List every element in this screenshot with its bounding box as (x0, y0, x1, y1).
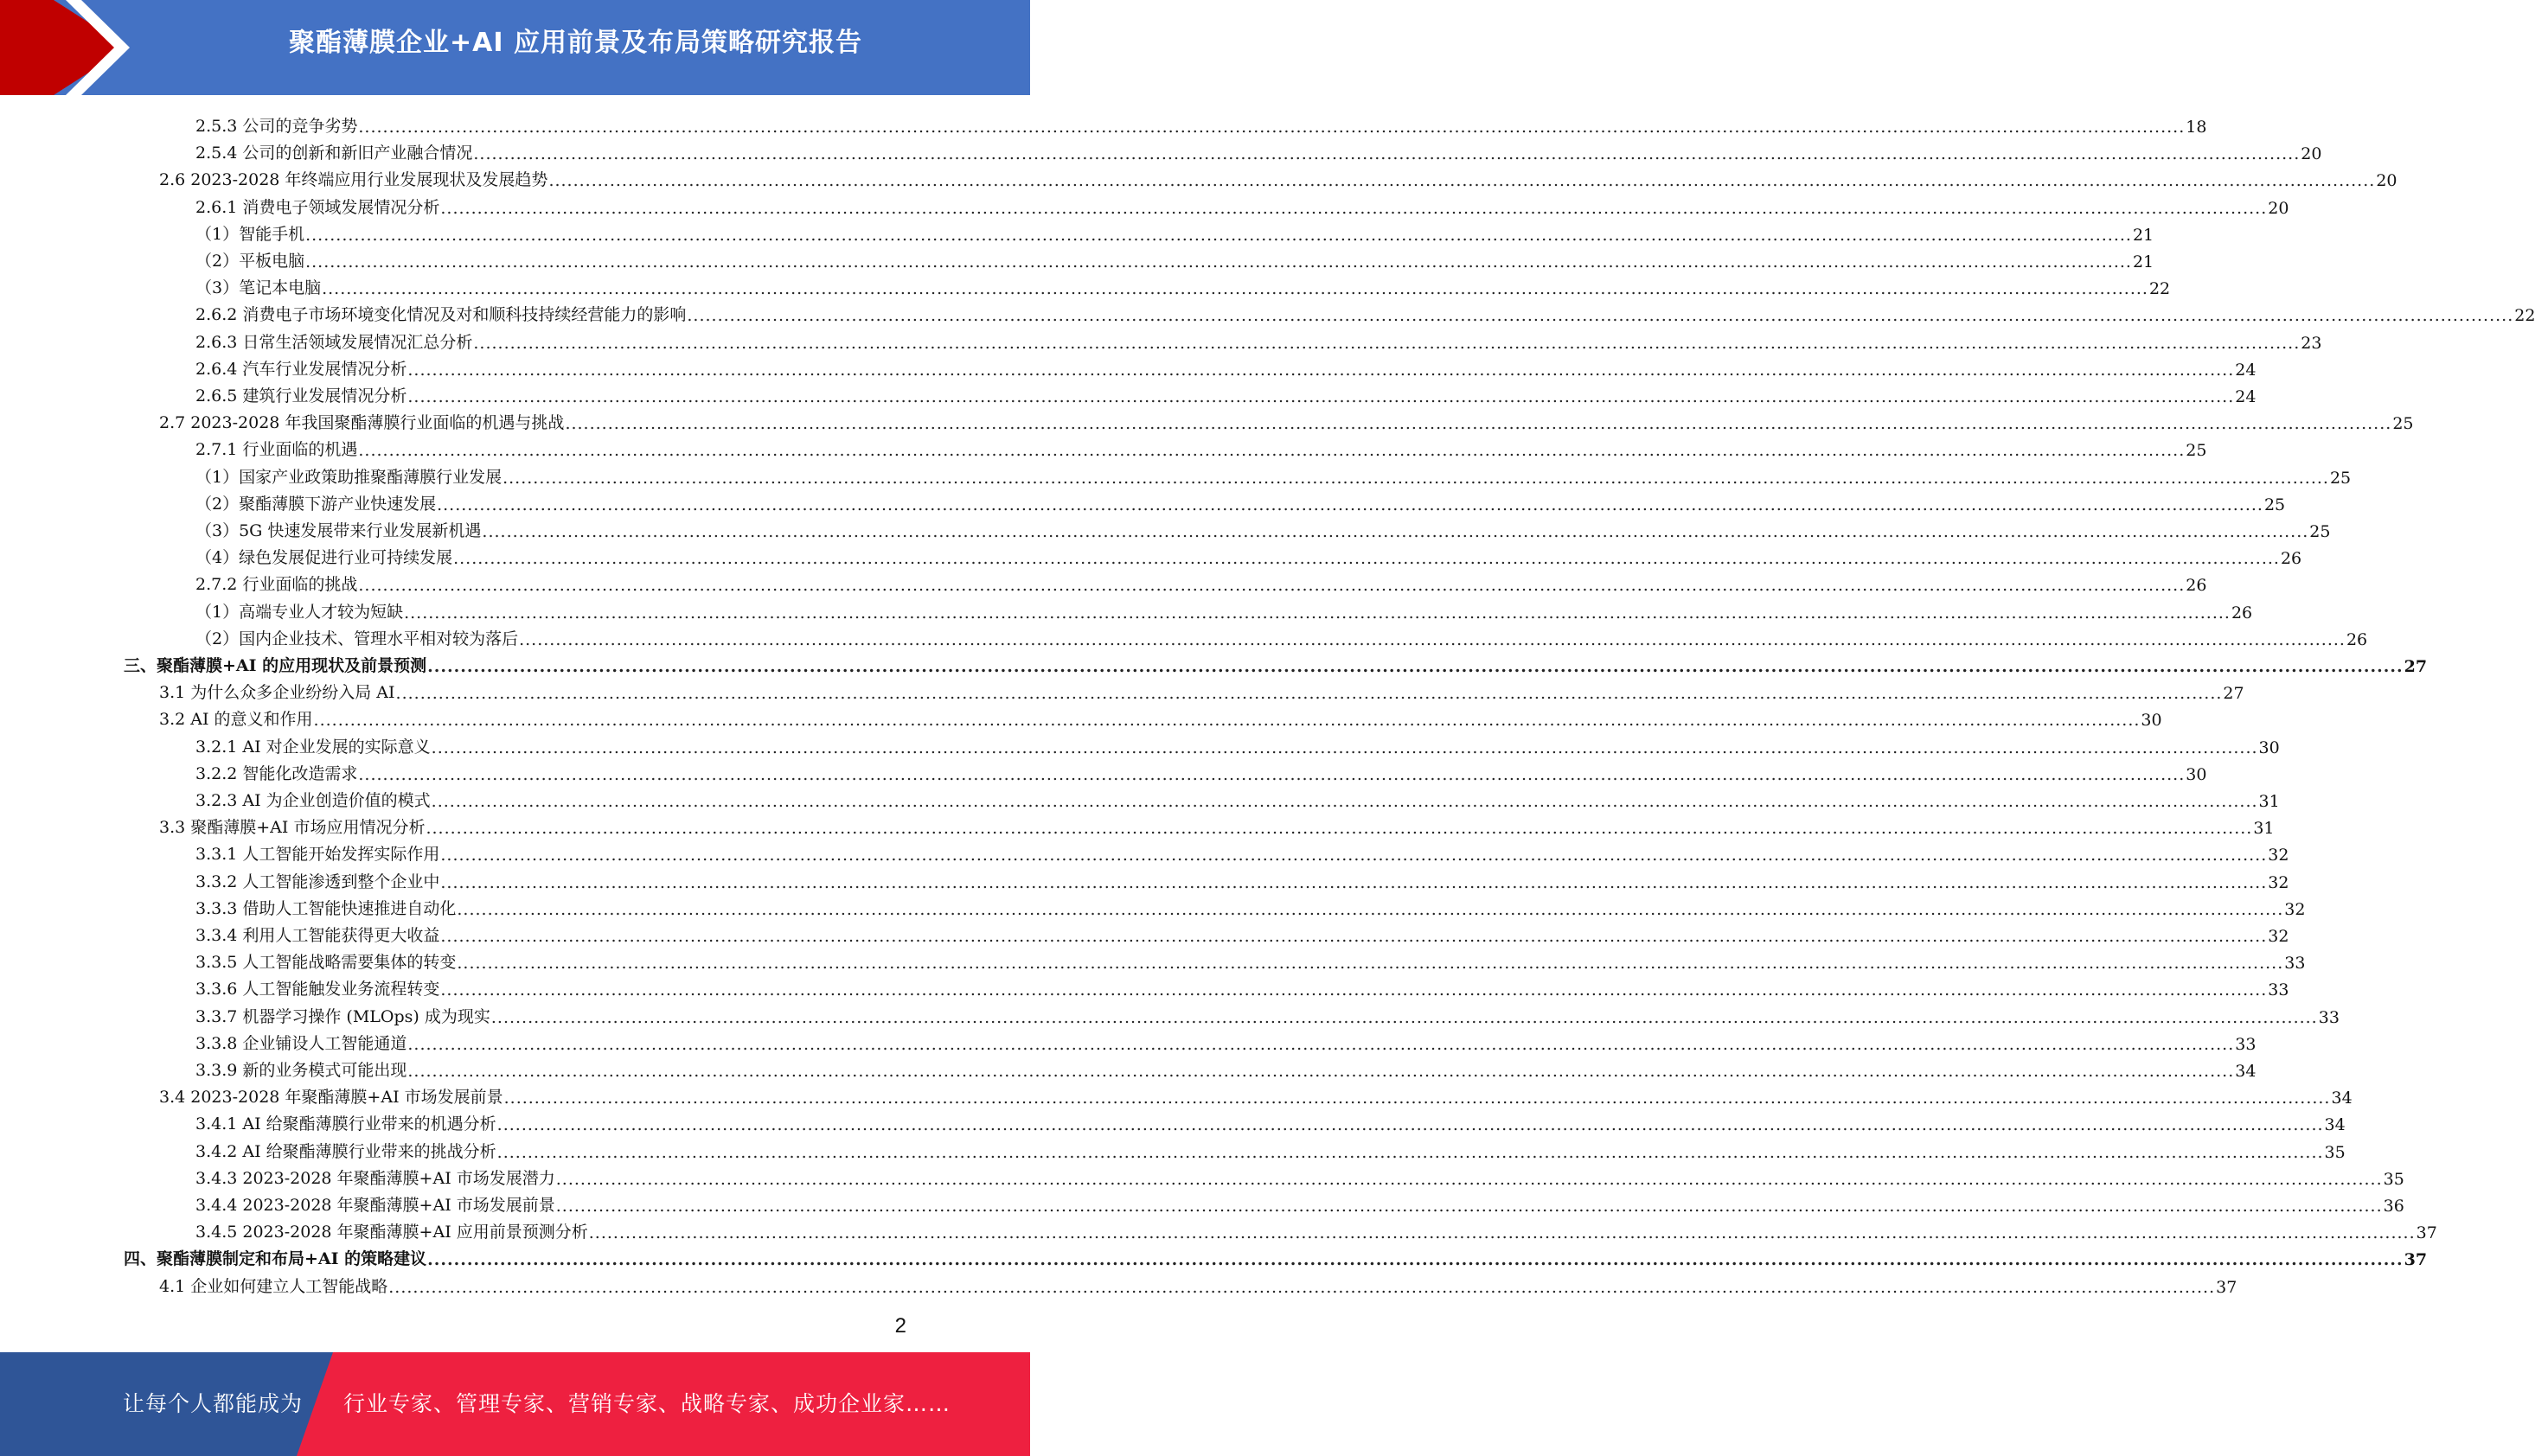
toc-leader-dots: ............................................................................................................................................................................................................................................................................................................ (358, 118, 2186, 137)
toc-entry-title: 2.6.3 日常生活领域发展情况汇总分析 (195, 332, 473, 352)
toc-entry[interactable] (195, 298, 2535, 326)
toc-entry-title: （2）国内企业技术、管理水平相对较为落后 (195, 629, 519, 648)
toc-entry-page: 26 (2186, 576, 2207, 596)
toc-entry[interactable] (195, 461, 2352, 488)
toc-leader-dots: ............................................................................................................................................................................................................................................................................................................ (490, 1007, 2318, 1027)
toc-entry[interactable] (195, 380, 2257, 406)
toc-entry-title: 2.5.3 公司的竞争劣势 (195, 117, 358, 136)
toc-entry-title: 2.6.4 汽车行业发展情况分析 (195, 359, 407, 379)
toc-entry[interactable] (195, 784, 2280, 811)
toc-entry-title: 2.7.2 行业面临的挑战 (195, 575, 358, 595)
toc-entry-page: 30 (2258, 738, 2280, 757)
toc-entry-page: 34 (2331, 1089, 2353, 1108)
toc-leader-dots: ............................................................................................................................................................................................................................................................................................................ (687, 306, 2514, 326)
toc-entry-title: 3.3.1 人工智能开始发挥实际作用 (195, 845, 440, 865)
toc-entry[interactable] (195, 568, 2207, 596)
toc-entry[interactable] (159, 163, 2397, 191)
toc-entry-page: 37 (2216, 1277, 2237, 1297)
toc-entry-title: 3.2.2 智能化改造需求 (195, 763, 358, 783)
toc-entry[interactable] (195, 731, 2280, 757)
toc-leader-dots: ............................................................................................................................................................................................................................................................................................................ (427, 1250, 2404, 1270)
toc-entry-title: 四、聚酯薄膜制定和布局+AI 的策略建议 (124, 1249, 427, 1269)
toc-entry[interactable] (195, 1189, 2404, 1216)
toc-entry-title: 2.5.4 公司的创新和新旧产业融合情况 (195, 144, 473, 163)
toc-leader-dots: ............................................................................................................................................................................................................................................................................................................ (388, 1277, 2216, 1297)
toc-entry-page: 25 (2329, 468, 2352, 488)
page-footer (0, 1352, 1030, 1456)
toc-entry-page: 27 (2404, 657, 2428, 676)
toc-entry[interactable] (195, 514, 2331, 541)
toc-leader-dots: ............................................................................................................................................................................................................................................................................................................ (519, 629, 2346, 649)
toc-entry-page: 31 (2253, 819, 2275, 839)
toc-entry-page: 33 (2284, 954, 2306, 974)
toc-entry[interactable] (159, 1270, 2237, 1297)
toc-leader-dots: ............................................................................................................................................................................................................................................................................................................ (440, 198, 2268, 218)
toc-entry-title: 3.3.9 新的业务模式可能出现 (195, 1061, 407, 1080)
toc-leader-dots: ............................................................................................................................................................................................................................................................................................................ (427, 657, 2404, 676)
toc-entry[interactable] (159, 811, 2275, 839)
toc-entry-page: 33 (2235, 1034, 2257, 1054)
toc-entry-title: 3.3.5 人工智能战略需要集体的转变 (195, 953, 457, 973)
toc-entry-page: 24 (2235, 360, 2257, 380)
report-title: 聚酯薄膜企业+AI 应用前景及布局策略研究报告 (289, 28, 862, 58)
toc-leader-dots: ............................................................................................................................................................................................................................................................................................................ (358, 576, 2186, 596)
toc-entry-title: 3.2 AI 的意义和作用 (159, 710, 313, 730)
toc-leader-dots: ............................................................................................................................................................................................................................................................................................................ (440, 927, 2268, 946)
toc-leader-dots: ............................................................................................................................................................................................................................................................................................................ (588, 1223, 2416, 1243)
toc-entry-title: （1）高端专业人才较为短缺 (195, 602, 404, 622)
toc-entry-page: 25 (2392, 414, 2414, 434)
toc-entry-title: 3.4.3 2023-2028 年聚酯薄膜+AI 市场发展潜力 (195, 1168, 555, 1188)
toc-entry-title: （3）5G 快速发展带来行业发展新机遇 (195, 521, 482, 540)
toc-entry-page: 26 (2280, 549, 2302, 569)
toc-entry[interactable] (195, 757, 2207, 784)
toc-entry-title: （2）平板电脑 (195, 252, 305, 271)
toc-entry-page: 37 (2404, 1250, 2428, 1270)
toc-entry-page: 30 (2141, 711, 2162, 731)
toc-entry-page: 36 (2383, 1197, 2404, 1216)
toc-entry-page: 21 (2132, 225, 2154, 245)
toc-entry-page: 20 (2376, 171, 2397, 191)
toc-entry[interactable] (195, 623, 2368, 649)
toc-leader-dots: ............................................................................................................................................................................................................................................................................................................ (407, 360, 2235, 380)
toc-entry[interactable] (195, 433, 2207, 461)
toc-leader-dots: ............................................................................................................................................................................................................................................................................................................ (453, 549, 2280, 569)
toc-leader-dots: ............................................................................................................................................................................................................................................................................................................ (473, 333, 2301, 353)
toc-entry-title: 3.4.4 2023-2028 年聚酯薄膜+AI 市场发展前景 (195, 1196, 555, 1215)
page-header (0, 0, 1030, 95)
toc-entry-title: 4.1 企业如何建立人工智能战略 (159, 1276, 388, 1296)
toc-entry[interactable] (124, 649, 2428, 676)
toc-entry-page: 24 (2235, 387, 2257, 406)
toc-entry[interactable] (195, 865, 2289, 892)
toc-entry[interactable] (195, 596, 2253, 623)
toc-entry-title: 3.4.2 AI 给聚酯薄膜行业带来的挑战分析 (195, 1141, 496, 1161)
toc-entry-page: 22 (2514, 306, 2535, 326)
toc-entry-page: 23 (2301, 333, 2322, 353)
toc-entry-page: 26 (2231, 603, 2253, 623)
toc-entry-title: （4）绿色发展促进行业可持续发展 (195, 548, 453, 568)
toc-entry-page: 33 (2268, 980, 2289, 1000)
toc-leader-dots: ............................................................................................................................................................................................................................................................................................................ (482, 522, 2309, 541)
toc-entry-title: 三、聚酯薄膜+AI 的应用现状及前景预测 (124, 656, 427, 675)
toc-entry-page: 25 (2263, 495, 2286, 514)
footer-slogan-left: 让每个人都能成为 (123, 1391, 304, 1416)
toc-entry-title: 3.3.4 利用人工智能获得更大收益 (195, 926, 440, 945)
toc-entry[interactable] (195, 1054, 2257, 1081)
toc-entry[interactable] (159, 406, 2414, 434)
toc-entry-title: 3.1 为什么众多企业纷纷入局 AI (159, 683, 395, 703)
toc-entry-page: 20 (2301, 144, 2322, 164)
toc-entry[interactable] (195, 1000, 2340, 1027)
toc-entry[interactable] (195, 1108, 2346, 1135)
toc-entry-title: 3.2.3 AI 为企业创造价值的模式 (195, 791, 431, 810)
toc-entry[interactable] (195, 488, 2286, 514)
toc-entry-page: 35 (2383, 1169, 2404, 1189)
toc-entry[interactable] (159, 676, 2244, 704)
toc-leader-dots: ............................................................................................................................................................................................................................................................................................................ (395, 684, 2223, 704)
toc-entry[interactable] (124, 1242, 2428, 1270)
toc-entry[interactable] (195, 1216, 2437, 1243)
toc-entry-title: 3.4.5 2023-2028 年聚酯薄膜+AI 应用前景预测分析 (195, 1223, 588, 1242)
toc-entry-page: 21 (2132, 252, 2154, 271)
toc-leader-dots: ............................................................................................................................................................................................................................................................................................................ (440, 872, 2268, 892)
toc-entry[interactable] (195, 137, 2322, 164)
toc-leader-dots: ............................................................................................................................................................................................................................................................................................................ (457, 954, 2284, 974)
toc-entry-title: 2.6.5 建筑行业发展情况分析 (195, 386, 407, 406)
toc-entry-title: 2.7 2023-2028 年我国聚酯薄膜行业面临的机遇与挑战 (159, 413, 565, 433)
toc-entry[interactable] (195, 110, 2207, 137)
toc-entry-page: 35 (2324, 1142, 2346, 1162)
toc-leader-dots: ............................................................................................................................................................................................................................................................................................................ (313, 711, 2141, 731)
toc-entry-page: 32 (2284, 899, 2306, 919)
toc-entry-page: 34 (2235, 1062, 2257, 1081)
footer-slogan-right: 行业专家、管理专家、营销专家、战略专家、成功企业家…… (343, 1391, 951, 1416)
toc-entry-title: 2.6.1 消费电子领域发展情况分析 (195, 197, 440, 217)
toc-entry[interactable] (195, 946, 2306, 974)
toc-entry-title: 3.3.2 人工智能渗透到整个企业中 (195, 872, 440, 891)
toc-entry-title: 2.6.2 消费电子市场环境变化情况及对和顺科技持续经营能力的影响 (195, 305, 687, 325)
toc-leader-dots: ............................................................................................................................................................................................................................................................................................................ (437, 495, 2263, 514)
toc-entry-page: 26 (2346, 629, 2368, 649)
toc-leader-dots: ............................................................................................................................................................................................................................................................................................................ (305, 225, 2132, 245)
toc-entry-page: 18 (2186, 118, 2207, 137)
toc-leader-dots: ............................................................................................................................................................................................................................................................................................................ (407, 1034, 2235, 1054)
toc-entry-page: 31 (2258, 792, 2280, 811)
toc-entry-page: 32 (2268, 927, 2289, 946)
toc-leader-dots: ............................................................................................................................................................................................................................................................................................................ (358, 441, 2186, 461)
toc-entry[interactable] (195, 326, 2322, 353)
toc-leader-dots: ............................................................................................................................................................................................................................................................................................................ (358, 764, 2186, 784)
toc-entry-page: 25 (2186, 441, 2207, 461)
toc-entry[interactable] (195, 245, 2154, 271)
toc-leader-dots: ............................................................................................................................................................................................................................................................................................................ (426, 819, 2253, 839)
toc-entry[interactable] (195, 541, 2302, 569)
toc-leader-dots: ............................................................................................................................................................................................................................................................................................................ (496, 1142, 2324, 1162)
toc-leader-dots: ............................................................................................................................................................................................................................................................................................................ (440, 980, 2268, 1000)
toc-leader-dots: ............................................................................................................................................................................................................................................................................................................ (404, 603, 2231, 623)
toc-entry[interactable] (195, 1027, 2257, 1054)
toc-entry-title: （2）聚酯薄膜下游产业快速发展 (195, 494, 437, 514)
toc-entry[interactable] (195, 271, 2171, 299)
toc-entry-title: （3）笔记本电脑 (195, 278, 322, 298)
toc-leader-dots: ............................................................................................................................................................................................................................................................................................................ (407, 387, 2235, 406)
toc-entry-title: 3.3.3 借助人工智能快速推进自动化 (195, 898, 457, 918)
toc-entry[interactable] (195, 218, 2154, 245)
toc-leader-dots: ............................................................................................................................................................................................................................................................................................................ (503, 468, 2329, 488)
toc-entry[interactable] (195, 892, 2306, 919)
toc-entry-page: 34 (2324, 1115, 2346, 1135)
toc-leader-dots: ............................................................................................................................................................................................................................................................................................................ (555, 1197, 2383, 1216)
toc-entry[interactable] (159, 703, 2162, 731)
toc-leader-dots: ............................................................................................................................................................................................................................................................................................................ (431, 792, 2258, 811)
toc-entry-title: 2.7.1 行业面临的机遇 (195, 440, 358, 460)
toc-entry-title: 3.2.1 AI 对企业发展的实际意义 (195, 737, 431, 757)
toc-entry-page: 37 (2416, 1223, 2437, 1243)
toc-entry-page: 20 (2268, 198, 2289, 218)
toc-leader-dots: ............................................................................................................................................................................................................................................................................................................ (565, 414, 2392, 434)
toc-leader-dots: ............................................................................................................................................................................................................................................................................................................ (457, 899, 2284, 919)
toc-entry[interactable] (195, 973, 2289, 1000)
toc-entry[interactable] (195, 1162, 2404, 1189)
toc-leader-dots: ............................................................................................................................................................................................................................................................................................................ (305, 252, 2132, 271)
toc-leader-dots: ............................................................................................................................................................................................................................................................................................................ (431, 738, 2258, 757)
toc-entry-page: 33 (2318, 1007, 2340, 1027)
toc-entry-title: 3.3.7 机器学习操作 (MLOps) 成为现实 (195, 1006, 490, 1026)
toc-leader-dots: ............................................................................................................................................................................................................................................................................................................ (473, 144, 2301, 164)
toc-entry-page: 30 (2186, 764, 2207, 784)
toc-leader-dots: ............................................................................................................................................................................................................................................................................................................ (322, 279, 2148, 299)
toc-entry[interactable] (195, 838, 2289, 865)
toc-leader-dots: ............................................................................................................................................................................................................................................................................................................ (548, 171, 2376, 191)
toc-entry-title: （1）国家产业政策助推聚酯薄膜行业发展 (195, 467, 503, 487)
toc-entry-title: 3.3 聚酯薄膜+AI 市场应用情况分析 (159, 818, 426, 838)
toc-entry-title: 3.4.1 AI 给聚酯薄膜行业带来的机遇分析 (195, 1114, 496, 1134)
toc-leader-dots: ............................................................................................................................................................................................................................................................................................................ (503, 1089, 2331, 1108)
toc-entry-page: 27 (2223, 684, 2244, 704)
toc-entry-page: 32 (2268, 872, 2289, 892)
toc-leader-dots: ............................................................................................................................................................................................................................................................................................................ (407, 1062, 2235, 1081)
toc-entry-title: 3.3.8 企业铺设人工智能通道 (195, 1033, 407, 1053)
toc-entry-page: 25 (2309, 522, 2331, 541)
toc-entry[interactable] (159, 1081, 2353, 1108)
toc-leader-dots: ............................................................................................................................................................................................................................................................................................................ (555, 1169, 2383, 1189)
toc-leader-dots: ............................................................................................................................................................................................................................................................................................................ (440, 846, 2268, 865)
toc-entry[interactable] (195, 191, 2289, 218)
toc-entry[interactable] (195, 1135, 2346, 1162)
toc-entry-page: 22 (2148, 279, 2171, 299)
toc-entry-title: 2.6 2023-2028 年终端应用行业发展现状及发展趋势 (159, 170, 548, 190)
toc-entry-title: 3.4 2023-2028 年聚酯薄膜+AI 市场发展前景 (159, 1088, 503, 1108)
toc-entry[interactable] (195, 353, 2257, 380)
toc-entry-title: 3.3.6 人工智能触发业务流程转变 (195, 980, 440, 999)
toc-entry-title: （1）智能手机 (195, 224, 305, 244)
toc-leader-dots: ............................................................................................................................................................................................................................................................................................................ (496, 1115, 2324, 1135)
page-number: 2 (894, 1314, 906, 1338)
toc-entry[interactable] (195, 919, 2289, 946)
toc-entry-page: 32 (2268, 846, 2289, 865)
